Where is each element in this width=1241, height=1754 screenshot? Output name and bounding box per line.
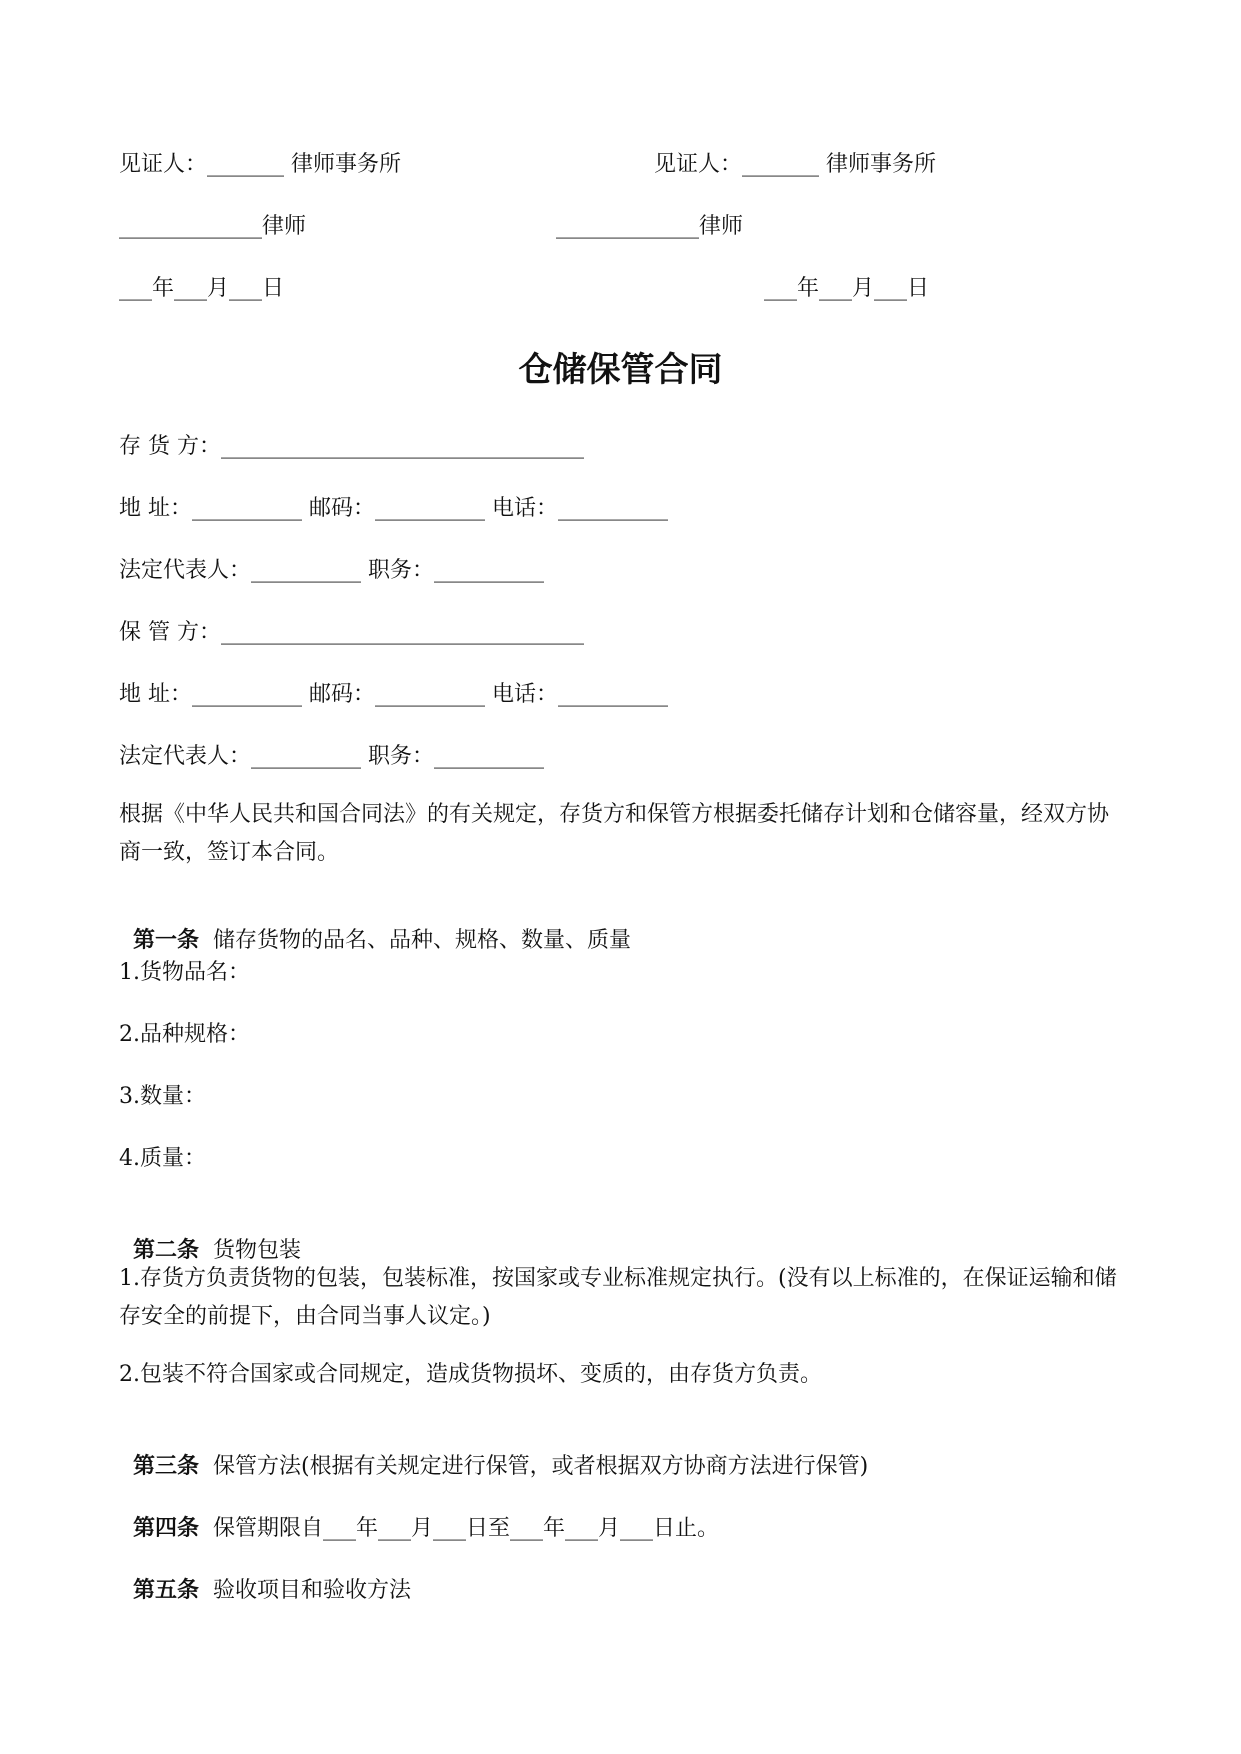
article-3-label: 第三条 xyxy=(133,1454,200,1479)
depositor-rep-line: 法定代表人：__________ 职务：__________ xyxy=(119,558,544,583)
witness-left-date: ___年___月___日 xyxy=(119,276,285,301)
page-title: 仓储保管合同 xyxy=(518,350,723,390)
article-3 xyxy=(119,1422,868,1482)
article-4-label: 第四条 xyxy=(133,1516,200,1541)
witness-left-firm: 见证人：_______ 律师事务所 xyxy=(119,152,401,177)
article-1 xyxy=(119,896,631,956)
keeper-address-line: 地 址：__________ 邮码：__________ 电话：__________ xyxy=(119,682,668,707)
article-1-label: 第一条 xyxy=(133,928,200,953)
article-2-label: 第二条 xyxy=(133,1238,200,1263)
witness-right-date: ___年___月___日 xyxy=(764,276,930,301)
witness-left-lawyer: _____________律师 xyxy=(119,214,307,239)
witness-right-lawyer: _____________律师 xyxy=(556,214,744,239)
article-1-item: 2.品种规格： xyxy=(119,1022,250,1047)
article-5 xyxy=(119,1546,411,1606)
article-2-text: 货物包装 xyxy=(213,1238,302,1263)
article-4 xyxy=(119,1484,719,1544)
keeper-name-line: 保 管 方：_________________________________ xyxy=(119,620,584,645)
article-1-item: 4.质量： xyxy=(119,1146,206,1171)
article-5-text: 验收项目和验收方法 xyxy=(213,1578,412,1603)
article-1-item: 3.数量： xyxy=(119,1084,206,1109)
preamble: 根据《中华人民共和国合同法》的有关规定，存货方和保管方根据委托储存计划和仓储容量，经双方协商一致，签订本合同。 xyxy=(119,802,1110,865)
article-2 xyxy=(119,1206,301,1266)
article-1-item: 1.货物品名： xyxy=(119,960,250,985)
article-2-item: 2.包装不符合国家或合同规定，造成货物损坏、变质的，由存货方负责。 xyxy=(119,1362,822,1387)
article-2-item: 1.存货方负责货物的包装，包装标准，按国家或专业标准规定执行。(没有以上标准的，在保证运输和储存安全的前提下，由合同当事人议定。) xyxy=(119,1266,1117,1329)
depositor-name-line: 存 货 方：_________________________________ xyxy=(119,434,584,459)
keeper-rep-line: 法定代表人：__________ 职务：__________ xyxy=(119,744,544,769)
article-5-label: 第五条 xyxy=(133,1578,200,1603)
witness-right-firm: 见证人：_______ 律师事务所 xyxy=(654,152,936,177)
depositor-address-line: 地 址：__________ 邮码：__________ 电话：__________ xyxy=(119,496,668,521)
article-3-text: 保管方法(根据有关规定进行保管，或者根据双方协商方法进行保管) xyxy=(213,1454,869,1479)
article-1-text: 储存货物的品名、品种、规格、数量、质量 xyxy=(213,928,632,953)
article-4-text: 保管期限自___年___月___日至___年___月___日止。 xyxy=(213,1516,720,1541)
